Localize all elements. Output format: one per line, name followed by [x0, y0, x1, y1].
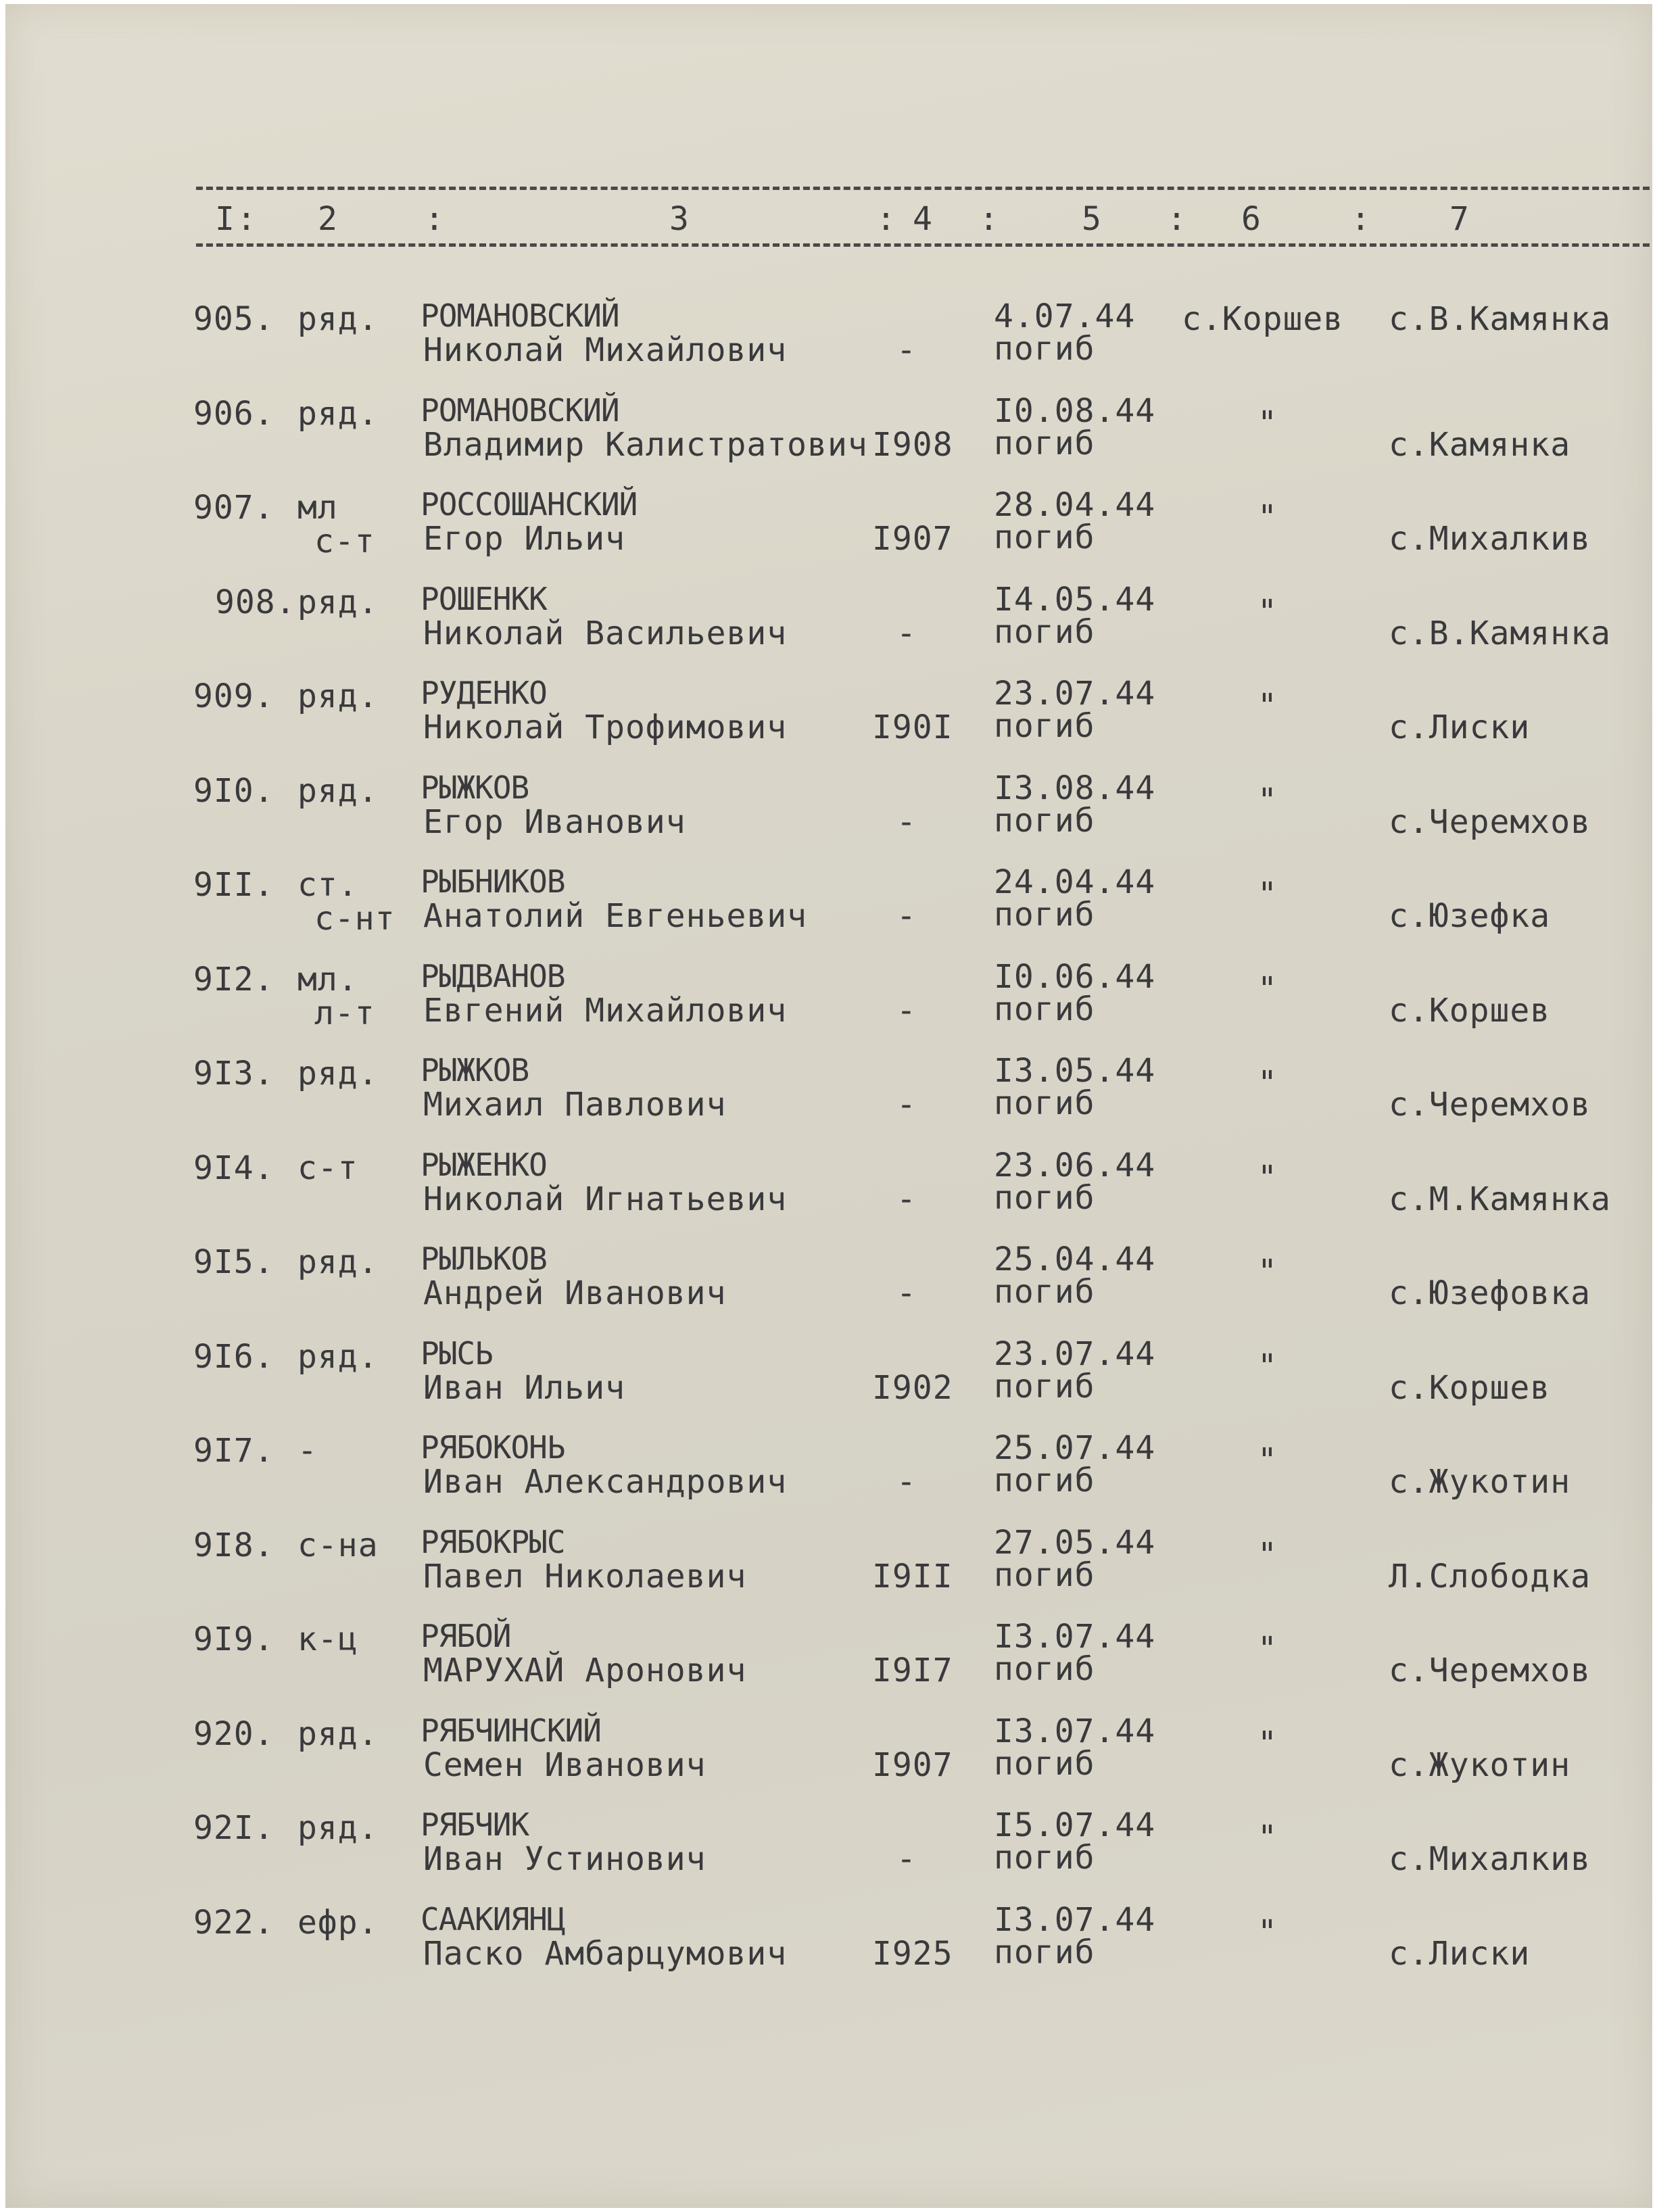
column-header-2: 2: [318, 200, 337, 238]
entry-rank: к-ц: [297, 1620, 358, 1658]
entry-birth-year: I9I7: [872, 1652, 953, 1689]
entry-home-village: с.Жукотин: [1389, 1746, 1571, 1784]
entry-surname: РЫЖКОВ: [421, 769, 529, 806]
entry-given-name: Егор Иванович: [423, 803, 686, 841]
entry-surname: РЯБОКРЫС: [421, 1524, 565, 1560]
entry-rank: ряд.: [297, 772, 379, 810]
entry-surname: РОССОШАНСКИЙ: [421, 486, 638, 523]
entry-number: 9I5.: [193, 1243, 274, 1281]
entry-given-name: Николай Трофимович: [423, 708, 788, 746]
entry-number: 907.: [193, 489, 274, 527]
entry-surname: РЫЖКОВ: [421, 1052, 529, 1088]
entry-date: 25.04.44: [994, 1241, 1156, 1278]
entry-home-village: с.В.Камянка: [1389, 300, 1611, 338]
entry-surname: РУДЕНКО: [421, 675, 547, 711]
entry-rank: ефр.: [297, 1904, 379, 1942]
entry-number: 9I7.: [193, 1432, 274, 1470]
entry-rank: с-т: [297, 1149, 358, 1187]
entry-rank-line2: с-т: [314, 523, 375, 560]
column-separator: :: [425, 200, 444, 238]
entry-home-village: с.Камянка: [1389, 426, 1571, 464]
entry-given-name: Иван Ильич: [423, 1369, 625, 1407]
table-row: [0, 1149, 1655, 1230]
entry-surname: РОМАНОВСКИЙ: [421, 297, 619, 334]
table-row: [0, 583, 1655, 665]
entry-birth-year: -: [896, 803, 917, 841]
table-row: [0, 1335, 1655, 1419]
entry-date: 27.05.44: [994, 1524, 1156, 1562]
entry-rank-line2: л-т: [314, 994, 375, 1032]
entry-number: 920.: [193, 1715, 274, 1753]
column-header-1: I: [215, 200, 235, 238]
entry-rank: ряд.: [297, 583, 379, 621]
entry-burial-place: ": [1257, 593, 1278, 631]
entry-home-village: с.М.Камянка: [1389, 1180, 1611, 1218]
entry-birth-year: -: [896, 615, 917, 652]
entry-given-name: Анатолий Евгеньевич: [423, 897, 808, 935]
entry-home-village: с.В.Камянка: [1389, 615, 1611, 652]
header-rule-bottom: [196, 243, 1650, 247]
entry-home-village: с.Лиски: [1389, 708, 1531, 746]
entry-date: I0.08.44: [994, 392, 1156, 430]
entry-given-name: Николай Игнатьевич: [423, 1180, 788, 1218]
entry-status: погиб: [994, 330, 1095, 368]
entry-burial-place: ": [1257, 1913, 1278, 1951]
entry-date: 23.06.44: [994, 1147, 1156, 1184]
table-row: [0, 392, 1655, 476]
entry-given-name: Егор Ильич: [423, 520, 625, 558]
entry-date: 25.07.44: [994, 1429, 1156, 1467]
entry-number: 906.: [193, 395, 274, 433]
entry-home-village: с.Михалкив: [1389, 520, 1591, 558]
entry-home-village: с.Михалкив: [1389, 1840, 1591, 1878]
entry-number: 9I4.: [193, 1149, 274, 1187]
entry-date: I3.08.44: [994, 769, 1156, 807]
entry-surname: РЫЛЬКОВ: [421, 1241, 547, 1277]
entry-given-name: Иван Устинович: [423, 1840, 706, 1878]
entry-birth-year: -: [896, 1463, 917, 1501]
entry-given-name: Паско Амбарцумович: [423, 1935, 788, 1973]
entry-status: погиб: [994, 1650, 1095, 1688]
entry-date: I3.07.44: [994, 1712, 1156, 1750]
entry-number: 9II.: [193, 866, 274, 904]
entry-birth-year: I925: [872, 1935, 953, 1973]
table-row: [0, 1243, 1655, 1324]
table-row: [0, 1052, 1655, 1136]
entry-given-name: Семен Иванович: [423, 1746, 706, 1784]
entry-birth-year: -: [896, 1274, 917, 1312]
entry-number: 9I6.: [193, 1338, 274, 1376]
column-header-4: 4: [913, 200, 932, 238]
entry-burial-place: ": [1257, 498, 1278, 536]
column-separator: :: [1351, 200, 1370, 238]
entry-rank-line2: с-нт: [314, 900, 395, 938]
entry-home-village: с.Лиски: [1389, 1935, 1531, 1973]
entry-rank: с-на: [297, 1526, 379, 1564]
entry-home-village: с.Коршев: [1389, 992, 1551, 1030]
table-row: [0, 1620, 1655, 1702]
entry-burial-place: ": [1257, 1819, 1278, 1856]
entry-rank: мл.: [297, 961, 358, 999]
column-header-5: 5: [1082, 200, 1101, 238]
entry-date: 23.07.44: [994, 675, 1156, 713]
entry-date: 23.07.44: [994, 1335, 1156, 1373]
entry-home-village: с.Юзефовка: [1389, 1274, 1591, 1312]
table-row: [0, 1429, 1655, 1513]
table-row: [0, 958, 1655, 1042]
table-row: [0, 769, 1655, 853]
entry-status: погиб: [994, 519, 1095, 556]
entry-surname: РЯБЧИНСКИЙ: [421, 1712, 601, 1749]
entry-number: 922.: [193, 1904, 274, 1942]
entry-status: погиб: [994, 1368, 1095, 1405]
entry-home-village: с.Коршев: [1389, 1369, 1551, 1407]
entry-status: погиб: [994, 896, 1095, 934]
entry-date: I5.07.44: [994, 1806, 1156, 1844]
entry-birth-year: I908: [872, 426, 953, 464]
entry-burial-place: с.Коршев: [1182, 300, 1344, 338]
entry-date: I3.05.44: [994, 1052, 1156, 1090]
entry-rank: ряд.: [297, 300, 379, 338]
entry-surname: РЫБНИКОВ: [421, 863, 565, 900]
column-header-7: 7: [1449, 200, 1469, 238]
entry-rank: ряд.: [297, 677, 379, 715]
entry-birth-year: -: [896, 1086, 917, 1124]
entry-number: 92I.: [193, 1809, 274, 1847]
entry-status: погиб: [994, 1933, 1095, 1971]
table-row: [0, 1712, 1655, 1796]
entry-status: погиб: [994, 1462, 1095, 1499]
column-header-3: 3: [669, 200, 689, 238]
entry-date: 28.04.44: [994, 486, 1156, 524]
entry-home-village: с.Черемхов: [1389, 803, 1591, 841]
entry-status: погиб: [994, 1839, 1095, 1877]
column-separator: :: [876, 200, 896, 238]
entry-home-village: с.Черемхов: [1389, 1086, 1591, 1124]
table-row: [0, 677, 1655, 759]
entry-surname: РОМАНОВСКИЙ: [421, 392, 619, 429]
entry-burial-place: ": [1257, 1441, 1278, 1479]
entry-burial-place: ": [1257, 404, 1278, 442]
entry-rank: мл: [297, 489, 338, 527]
entry-status: погиб: [994, 990, 1095, 1028]
column-header-6: 6: [1241, 200, 1261, 238]
entry-given-name: Андрей Иванович: [423, 1274, 727, 1312]
entry-rank: ряд.: [297, 1715, 379, 1753]
entry-birth-year: I902: [872, 1369, 953, 1407]
header-rule-top: [196, 187, 1650, 190]
entry-number: 9I0.: [193, 772, 274, 810]
entry-burial-place: ": [1257, 1347, 1278, 1385]
entry-number: 9I9.: [193, 1620, 274, 1658]
entry-home-village: с.Жукотин: [1389, 1463, 1571, 1501]
entry-birth-year: -: [896, 1180, 917, 1218]
entry-number: 9I3.: [193, 1055, 274, 1092]
entry-number: 9I2.: [193, 961, 274, 999]
entry-number: 908.: [215, 583, 296, 621]
entry-burial-place: ": [1257, 782, 1278, 819]
entry-status: погиб: [994, 425, 1095, 462]
entry-burial-place: ": [1257, 687, 1278, 725]
entry-rank: ряд.: [297, 395, 379, 433]
entry-burial-place: ": [1257, 1253, 1278, 1291]
column-separator: :: [1167, 200, 1186, 238]
entry-number: 909.: [193, 677, 274, 715]
table-row: [0, 297, 1655, 381]
entry-burial-place: ": [1257, 1064, 1278, 1102]
entry-date: 24.04.44: [994, 863, 1156, 901]
entry-given-name: Евгений Михайлович: [423, 992, 788, 1030]
entry-number: 905.: [193, 300, 274, 338]
entry-home-village: с.Черемхов: [1389, 1652, 1591, 1689]
entry-status: погиб: [994, 1273, 1095, 1311]
entry-home-village: Л.Слободка: [1389, 1558, 1591, 1595]
entry-given-name: Михаил Павлович: [423, 1086, 727, 1124]
entry-surname: РЯБЧИК: [421, 1806, 529, 1843]
entry-burial-place: ": [1257, 1630, 1278, 1668]
entry-date: I3.07.44: [994, 1618, 1156, 1656]
entry-burial-place: ": [1257, 970, 1278, 1008]
table-row: [0, 486, 1655, 570]
column-separator: :: [237, 200, 256, 238]
entry-surname: РЫДВАНОВ: [421, 958, 565, 994]
entry-birth-year: I90I: [872, 708, 953, 746]
table-row: [0, 863, 1655, 947]
entry-status: погиб: [994, 1556, 1095, 1594]
entry-status: погиб: [994, 1084, 1095, 1122]
entry-burial-place: ": [1257, 1725, 1278, 1762]
entry-status: погиб: [994, 802, 1095, 840]
entry-burial-place: ": [1257, 1536, 1278, 1574]
entry-birth-year: -: [896, 1840, 917, 1878]
entry-date: I0.06.44: [994, 958, 1156, 996]
entry-birth-year: I907: [872, 1746, 953, 1784]
table-row: [0, 1526, 1655, 1608]
entry-given-name: Владимир Калистратович: [423, 426, 868, 464]
entry-status: погиб: [994, 1179, 1095, 1217]
entry-surname: РЫЖЕНКО: [421, 1147, 547, 1183]
entry-status: погиб: [994, 707, 1095, 745]
entry-birth-year: -: [896, 992, 917, 1030]
entry-rank: ряд.: [297, 1243, 379, 1281]
entry-date: I3.07.44: [994, 1901, 1156, 1939]
entry-given-name: Николай Михайлович: [423, 331, 788, 369]
entry-surname: РЯБОЙ: [421, 1618, 511, 1654]
entry-rank: ст.: [297, 866, 358, 904]
entry-given-name: Николай Васильевич: [423, 615, 788, 652]
entry-surname: СААКИЯНЦ: [421, 1901, 565, 1938]
entry-birth-year: -: [896, 897, 917, 935]
table-row: [0, 1806, 1655, 1890]
entry-birth-year: -: [896, 331, 917, 369]
entry-birth-year: I907: [872, 520, 953, 558]
entry-given-name: МАРУХАЙ Аронович: [423, 1652, 747, 1689]
entry-given-name: Павел Николаевич: [423, 1558, 747, 1595]
entry-number: 9I8.: [193, 1526, 274, 1564]
entry-status: погиб: [994, 1745, 1095, 1783]
entry-date: 4.07.44: [994, 297, 1136, 335]
entry-surname: РЯБОКОНЬ: [421, 1429, 565, 1466]
column-separator: :: [979, 200, 999, 238]
entry-date: I4.05.44: [994, 581, 1156, 619]
entry-surname: РОШЕНКК: [421, 581, 547, 617]
entry-rank: ряд.: [297, 1809, 379, 1847]
entry-status: погиб: [994, 613, 1095, 651]
entry-burial-place: ": [1257, 875, 1278, 913]
entry-burial-place: ": [1257, 1159, 1278, 1197]
entry-home-village: с.Юзефка: [1389, 897, 1551, 935]
entry-rank: -: [297, 1432, 318, 1470]
entry-given-name: Иван Александрович: [423, 1463, 788, 1501]
entry-surname: РЫСЬ: [421, 1335, 493, 1372]
entry-rank: ряд.: [297, 1055, 379, 1092]
entry-birth-year: I9II: [872, 1558, 953, 1595]
entry-rank: ряд.: [297, 1338, 379, 1376]
table-row: [0, 1901, 1655, 1985]
